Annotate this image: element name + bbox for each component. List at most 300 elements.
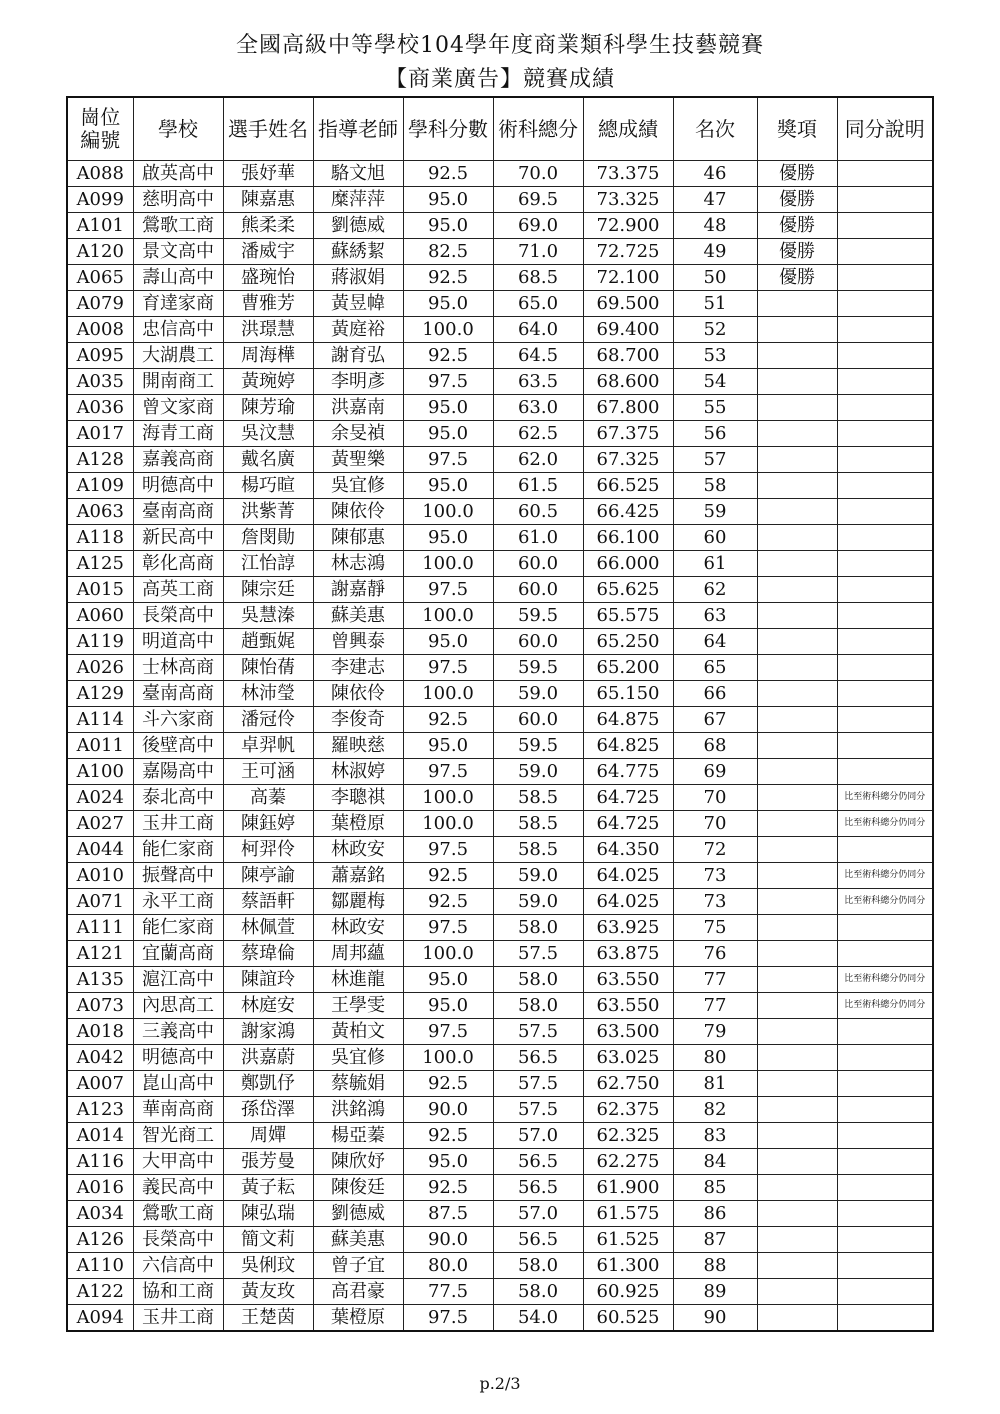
col-header-tie-note: 同分說明 bbox=[837, 97, 933, 161]
table-row bbox=[67, 1045, 933, 1071]
cell-practical-score: 57.5 bbox=[493, 1019, 583, 1045]
cell-tie-note bbox=[837, 265, 933, 291]
cell-rank: 90 bbox=[673, 1305, 757, 1332]
cell-station-id: A018 bbox=[67, 1019, 133, 1045]
cell-academic-score: 92.5 bbox=[403, 1123, 493, 1149]
cell-instructor: 陳俊廷 bbox=[313, 1175, 403, 1201]
cell-instructor: 劉德威 bbox=[313, 213, 403, 239]
cell-tie-note bbox=[837, 291, 933, 317]
cell-instructor: 曾興泰 bbox=[313, 629, 403, 655]
cell-station-id: A007 bbox=[67, 1071, 133, 1097]
cell-contestant: 詹閔勛 bbox=[223, 525, 313, 551]
table-row bbox=[67, 863, 933, 889]
cell-rank: 55 bbox=[673, 395, 757, 421]
cell-academic-score: 95.0 bbox=[403, 421, 493, 447]
cell-practical-score: 65.0 bbox=[493, 291, 583, 317]
cell-total-score: 68.600 bbox=[583, 369, 673, 395]
cell-school: 協和工商 bbox=[133, 1279, 223, 1305]
cell-contestant: 陳誼玲 bbox=[223, 967, 313, 993]
cell-station-id: A111 bbox=[67, 915, 133, 941]
cell-rank: 69 bbox=[673, 759, 757, 785]
cell-total-score: 63.550 bbox=[583, 967, 673, 993]
cell-total-score: 64.825 bbox=[583, 733, 673, 759]
cell-academic-score: 95.0 bbox=[403, 993, 493, 1019]
cell-school: 宜蘭高商 bbox=[133, 941, 223, 967]
cell-practical-score: 57.5 bbox=[493, 941, 583, 967]
cell-contestant: 曹雅芳 bbox=[223, 291, 313, 317]
cell-school: 泰北高中 bbox=[133, 785, 223, 811]
cell-tie-note bbox=[837, 343, 933, 369]
cell-practical-score: 56.5 bbox=[493, 1227, 583, 1253]
cell-school: 後壁高中 bbox=[133, 733, 223, 759]
cell-instructor: 李建志 bbox=[313, 655, 403, 681]
cell-contestant: 戴名廣 bbox=[223, 447, 313, 473]
cell-tie-note: 比至術科總分仍同分 bbox=[837, 811, 933, 837]
cell-school: 六信高中 bbox=[133, 1253, 223, 1279]
cell-practical-score: 58.0 bbox=[493, 1253, 583, 1279]
cell-total-score: 65.575 bbox=[583, 603, 673, 629]
cell-academic-score: 97.5 bbox=[403, 447, 493, 473]
cell-tie-note bbox=[837, 187, 933, 213]
col-header-total-score: 總成績 bbox=[583, 97, 673, 161]
cell-school: 嘉義高商 bbox=[133, 447, 223, 473]
table-row bbox=[67, 1019, 933, 1045]
cell-practical-score: 71.0 bbox=[493, 239, 583, 265]
cell-award bbox=[757, 1123, 837, 1149]
cell-contestant: 潘威宇 bbox=[223, 239, 313, 265]
cell-rank: 53 bbox=[673, 343, 757, 369]
cell-practical-score: 54.0 bbox=[493, 1305, 583, 1332]
cell-award bbox=[757, 1253, 837, 1279]
cell-tie-note bbox=[837, 655, 933, 681]
cell-tie-note bbox=[837, 629, 933, 655]
cell-academic-score: 95.0 bbox=[403, 967, 493, 993]
cell-station-id: A042 bbox=[67, 1045, 133, 1071]
cell-contestant: 洪紫菁 bbox=[223, 499, 313, 525]
cell-instructor: 駱文旭 bbox=[313, 161, 403, 187]
cell-school: 嘉陽高中 bbox=[133, 759, 223, 785]
cell-tie-note bbox=[837, 603, 933, 629]
table-row bbox=[67, 733, 933, 759]
cell-instructor: 林志鴻 bbox=[313, 551, 403, 577]
cell-station-id: A135 bbox=[67, 967, 133, 993]
cell-instructor: 楊亞蓁 bbox=[313, 1123, 403, 1149]
cell-instructor: 黃昱幃 bbox=[313, 291, 403, 317]
cell-rank: 70 bbox=[673, 811, 757, 837]
cell-contestant: 洪璟慧 bbox=[223, 317, 313, 343]
cell-total-score: 64.875 bbox=[583, 707, 673, 733]
table-header-row bbox=[67, 97, 933, 161]
cell-station-id: A118 bbox=[67, 525, 133, 551]
cell-academic-score: 100.0 bbox=[403, 785, 493, 811]
cell-rank: 59 bbox=[673, 499, 757, 525]
cell-station-id: A114 bbox=[67, 707, 133, 733]
cell-total-score: 62.375 bbox=[583, 1097, 673, 1123]
cell-instructor: 劉德威 bbox=[313, 1201, 403, 1227]
cell-school: 啟英高中 bbox=[133, 161, 223, 187]
cell-total-score: 67.325 bbox=[583, 447, 673, 473]
cell-academic-score: 92.5 bbox=[403, 161, 493, 187]
cell-academic-score: 92.5 bbox=[403, 863, 493, 889]
cell-contestant: 黃子耘 bbox=[223, 1175, 313, 1201]
cell-academic-score: 95.0 bbox=[403, 629, 493, 655]
cell-contestant: 周海樺 bbox=[223, 343, 313, 369]
cell-school: 臺南高商 bbox=[133, 499, 223, 525]
cell-award bbox=[757, 1097, 837, 1123]
cell-instructor: 葉橙原 bbox=[313, 811, 403, 837]
table-row bbox=[67, 941, 933, 967]
cell-total-score: 63.925 bbox=[583, 915, 673, 941]
table-row bbox=[67, 1149, 933, 1175]
cell-academic-score: 90.0 bbox=[403, 1097, 493, 1123]
cell-total-score: 63.025 bbox=[583, 1045, 673, 1071]
cell-station-id: A100 bbox=[67, 759, 133, 785]
cell-rank: 73 bbox=[673, 889, 757, 915]
table-row bbox=[67, 447, 933, 473]
cell-academic-score: 97.5 bbox=[403, 1019, 493, 1045]
cell-school: 崑山高中 bbox=[133, 1071, 223, 1097]
col-header-rank: 名次 bbox=[673, 97, 757, 161]
cell-practical-score: 59.0 bbox=[493, 681, 583, 707]
cell-rank: 62 bbox=[673, 577, 757, 603]
col-header-station-id: 崗位編號 bbox=[67, 97, 133, 161]
cell-station-id: A128 bbox=[67, 447, 133, 473]
cell-school: 斗六家商 bbox=[133, 707, 223, 733]
cell-station-id: A036 bbox=[67, 395, 133, 421]
cell-school: 鶯歌工商 bbox=[133, 213, 223, 239]
cell-rank: 64 bbox=[673, 629, 757, 655]
cell-tie-note bbox=[837, 213, 933, 239]
cell-instructor: 周邦蘊 bbox=[313, 941, 403, 967]
table-row bbox=[67, 343, 933, 369]
table-row bbox=[67, 707, 933, 733]
cell-contestant: 林佩萱 bbox=[223, 915, 313, 941]
cell-instructor: 王學雯 bbox=[313, 993, 403, 1019]
cell-total-score: 64.025 bbox=[583, 889, 673, 915]
cell-instructor: 黃柏文 bbox=[313, 1019, 403, 1045]
cell-instructor: 李明彥 bbox=[313, 369, 403, 395]
cell-total-score: 64.025 bbox=[583, 863, 673, 889]
cell-rank: 89 bbox=[673, 1279, 757, 1305]
cell-academic-score: 80.0 bbox=[403, 1253, 493, 1279]
cell-award bbox=[757, 733, 837, 759]
cell-school: 明德高中 bbox=[133, 473, 223, 499]
cell-tie-note bbox=[837, 473, 933, 499]
cell-award bbox=[757, 707, 837, 733]
cell-station-id: A116 bbox=[67, 1149, 133, 1175]
cell-station-id: A095 bbox=[67, 343, 133, 369]
cell-station-id: A121 bbox=[67, 941, 133, 967]
cell-practical-score: 64.5 bbox=[493, 343, 583, 369]
cell-award bbox=[757, 759, 837, 785]
cell-contestant: 熊柔柔 bbox=[223, 213, 313, 239]
cell-academic-score: 95.0 bbox=[403, 395, 493, 421]
cell-school: 海青工商 bbox=[133, 421, 223, 447]
cell-tie-note bbox=[837, 369, 933, 395]
cell-contestant: 謝家鴻 bbox=[223, 1019, 313, 1045]
cell-award bbox=[757, 369, 837, 395]
cell-tie-note bbox=[837, 395, 933, 421]
cell-rank: 73 bbox=[673, 863, 757, 889]
cell-academic-score: 97.5 bbox=[403, 655, 493, 681]
cell-station-id: A088 bbox=[67, 161, 133, 187]
cell-practical-score: 59.0 bbox=[493, 889, 583, 915]
cell-school: 慈明高中 bbox=[133, 187, 223, 213]
cell-practical-score: 58.0 bbox=[493, 993, 583, 1019]
cell-rank: 60 bbox=[673, 525, 757, 551]
cell-practical-score: 60.0 bbox=[493, 707, 583, 733]
cell-total-score: 65.250 bbox=[583, 629, 673, 655]
cell-total-score: 72.100 bbox=[583, 265, 673, 291]
cell-total-score: 65.200 bbox=[583, 655, 673, 681]
cell-instructor: 林政安 bbox=[313, 837, 403, 863]
cell-total-score: 72.725 bbox=[583, 239, 673, 265]
cell-practical-score: 56.5 bbox=[493, 1045, 583, 1071]
cell-total-score: 62.275 bbox=[583, 1149, 673, 1175]
cell-rank: 65 bbox=[673, 655, 757, 681]
cell-instructor: 蘇美惠 bbox=[313, 603, 403, 629]
table-row bbox=[67, 473, 933, 499]
cell-contestant: 柯羿伶 bbox=[223, 837, 313, 863]
cell-station-id: A026 bbox=[67, 655, 133, 681]
cell-practical-score: 64.0 bbox=[493, 317, 583, 343]
table-row bbox=[67, 525, 933, 551]
cell-total-score: 63.500 bbox=[583, 1019, 673, 1045]
cell-contestant: 林庭安 bbox=[223, 993, 313, 1019]
cell-tie-note bbox=[837, 1279, 933, 1305]
cell-tie-note bbox=[837, 681, 933, 707]
cell-instructor: 蕭嘉銘 bbox=[313, 863, 403, 889]
cell-total-score: 65.150 bbox=[583, 681, 673, 707]
cell-instructor: 陳郁惠 bbox=[313, 525, 403, 551]
table-row bbox=[67, 915, 933, 941]
cell-school: 大甲高中 bbox=[133, 1149, 223, 1175]
cell-academic-score: 95.0 bbox=[403, 733, 493, 759]
document-subtitle: 【商業廣告】競賽成績 bbox=[384, 67, 615, 92]
cell-award bbox=[757, 447, 837, 473]
cell-station-id: A035 bbox=[67, 369, 133, 395]
cell-tie-note bbox=[837, 941, 933, 967]
cell-instructor: 林進龍 bbox=[313, 967, 403, 993]
cell-rank: 52 bbox=[673, 317, 757, 343]
cell-instructor: 洪嘉南 bbox=[313, 395, 403, 421]
cell-practical-score: 57.0 bbox=[493, 1201, 583, 1227]
cell-total-score: 65.625 bbox=[583, 577, 673, 603]
cell-school: 景文高中 bbox=[133, 239, 223, 265]
cell-practical-score: 57.0 bbox=[493, 1123, 583, 1149]
cell-station-id: A027 bbox=[67, 811, 133, 837]
cell-contestant: 吳慧溱 bbox=[223, 603, 313, 629]
cell-school: 振聲高中 bbox=[133, 863, 223, 889]
cell-academic-score: 92.5 bbox=[403, 1175, 493, 1201]
cell-practical-score: 59.0 bbox=[493, 863, 583, 889]
cell-rank: 63 bbox=[673, 603, 757, 629]
cell-rank: 54 bbox=[673, 369, 757, 395]
cell-award bbox=[757, 889, 837, 915]
cell-tie-note: 比至術科總分仍同分 bbox=[837, 785, 933, 811]
cell-station-id: A034 bbox=[67, 1201, 133, 1227]
cell-award: 優勝 bbox=[757, 161, 837, 187]
table-row bbox=[67, 1305, 933, 1332]
cell-contestant: 張芳曼 bbox=[223, 1149, 313, 1175]
cell-award bbox=[757, 1305, 837, 1332]
cell-award bbox=[757, 655, 837, 681]
cell-contestant: 孫岱澤 bbox=[223, 1097, 313, 1123]
cell-academic-score: 100.0 bbox=[403, 499, 493, 525]
cell-tie-note bbox=[837, 1305, 933, 1332]
cell-award bbox=[757, 1045, 837, 1071]
cell-award bbox=[757, 343, 837, 369]
cell-tie-note bbox=[837, 707, 933, 733]
col-header-practical-score: 術科總分 bbox=[493, 97, 583, 161]
cell-academic-score: 100.0 bbox=[403, 811, 493, 837]
cell-academic-score: 95.0 bbox=[403, 1149, 493, 1175]
cell-school: 能仁家商 bbox=[133, 915, 223, 941]
cell-school: 高英工商 bbox=[133, 577, 223, 603]
table-row bbox=[67, 837, 933, 863]
cell-award: 優勝 bbox=[757, 265, 837, 291]
table-row bbox=[67, 1123, 933, 1149]
cell-contestant: 蔡語軒 bbox=[223, 889, 313, 915]
cell-tie-note bbox=[837, 1123, 933, 1149]
cell-station-id: A119 bbox=[67, 629, 133, 655]
cell-academic-score: 95.0 bbox=[403, 291, 493, 317]
cell-contestant: 林沛瑩 bbox=[223, 681, 313, 707]
cell-station-id: A024 bbox=[67, 785, 133, 811]
cell-instructor: 蘇美惠 bbox=[313, 1227, 403, 1253]
cell-tie-note bbox=[837, 1149, 933, 1175]
cell-award bbox=[757, 1227, 837, 1253]
cell-contestant: 王楚茵 bbox=[223, 1305, 313, 1332]
cell-instructor: 李聰祺 bbox=[313, 785, 403, 811]
cell-instructor: 葉橙原 bbox=[313, 1305, 403, 1332]
cell-instructor: 糜萍萍 bbox=[313, 187, 403, 213]
table-row bbox=[67, 967, 933, 993]
cell-rank: 48 bbox=[673, 213, 757, 239]
col-header-academic-score: 學科分數 bbox=[403, 97, 493, 161]
cell-practical-score: 57.5 bbox=[493, 1071, 583, 1097]
cell-contestant: 潘冠伶 bbox=[223, 707, 313, 733]
cell-practical-score: 58.5 bbox=[493, 811, 583, 837]
cell-practical-score: 58.0 bbox=[493, 915, 583, 941]
col-header-instructor: 指導老師 bbox=[313, 97, 403, 161]
cell-rank: 81 bbox=[673, 1071, 757, 1097]
cell-academic-score: 92.5 bbox=[403, 1071, 493, 1097]
cell-academic-score: 97.5 bbox=[403, 837, 493, 863]
cell-rank: 49 bbox=[673, 239, 757, 265]
col-header-contestant: 選手姓名 bbox=[223, 97, 313, 161]
cell-rank: 85 bbox=[673, 1175, 757, 1201]
cell-school: 玉井工商 bbox=[133, 1305, 223, 1332]
cell-academic-score: 92.5 bbox=[403, 343, 493, 369]
cell-contestant: 陳怡蒨 bbox=[223, 655, 313, 681]
cell-total-score: 60.925 bbox=[583, 1279, 673, 1305]
cell-rank: 77 bbox=[673, 967, 757, 993]
cell-instructor: 蔣淑娟 bbox=[313, 265, 403, 291]
cell-academic-score: 95.0 bbox=[403, 213, 493, 239]
cell-contestant: 陳嘉惠 bbox=[223, 187, 313, 213]
cell-award bbox=[757, 681, 837, 707]
cell-rank: 67 bbox=[673, 707, 757, 733]
cell-award bbox=[757, 291, 837, 317]
cell-instructor: 李俊奇 bbox=[313, 707, 403, 733]
cell-school: 長榮高中 bbox=[133, 603, 223, 629]
cell-tie-note bbox=[837, 161, 933, 187]
cell-contestant: 楊巧暄 bbox=[223, 473, 313, 499]
cell-station-id: A073 bbox=[67, 993, 133, 1019]
cell-contestant: 陳鈺婷 bbox=[223, 811, 313, 837]
cell-instructor: 吳宜修 bbox=[313, 1045, 403, 1071]
cell-tie-note bbox=[837, 1253, 933, 1279]
cell-instructor: 洪銘鴻 bbox=[313, 1097, 403, 1123]
cell-instructor: 曾子宜 bbox=[313, 1253, 403, 1279]
cell-total-score: 72.900 bbox=[583, 213, 673, 239]
cell-rank: 70 bbox=[673, 785, 757, 811]
table-row bbox=[67, 551, 933, 577]
cell-total-score: 61.300 bbox=[583, 1253, 673, 1279]
cell-contestant: 卓羿帆 bbox=[223, 733, 313, 759]
cell-practical-score: 56.5 bbox=[493, 1149, 583, 1175]
cell-contestant: 鄭凱伃 bbox=[223, 1071, 313, 1097]
cell-instructor: 謝嘉靜 bbox=[313, 577, 403, 603]
cell-award bbox=[757, 1071, 837, 1097]
cell-contestant: 陳宗廷 bbox=[223, 577, 313, 603]
cell-station-id: A101 bbox=[67, 213, 133, 239]
cell-contestant: 吳汶慧 bbox=[223, 421, 313, 447]
cell-school: 開南商工 bbox=[133, 369, 223, 395]
cell-tie-note: 比至術科總分仍同分 bbox=[837, 993, 933, 1019]
cell-total-score: 66.100 bbox=[583, 525, 673, 551]
cell-school: 明道高中 bbox=[133, 629, 223, 655]
cell-station-id: A017 bbox=[67, 421, 133, 447]
cell-contestant: 高蓁 bbox=[223, 785, 313, 811]
cell-contestant: 盛琬怡 bbox=[223, 265, 313, 291]
cell-practical-score: 57.5 bbox=[493, 1097, 583, 1123]
cell-rank: 80 bbox=[673, 1045, 757, 1071]
cell-academic-score: 95.0 bbox=[403, 187, 493, 213]
cell-instructor: 謝育弘 bbox=[313, 343, 403, 369]
cell-practical-score: 60.0 bbox=[493, 551, 583, 577]
cell-tie-note bbox=[837, 1201, 933, 1227]
cell-tie-note bbox=[837, 317, 933, 343]
table-row bbox=[67, 655, 933, 681]
cell-instructor: 羅映慈 bbox=[313, 733, 403, 759]
cell-tie-note bbox=[837, 1097, 933, 1123]
cell-total-score: 68.700 bbox=[583, 343, 673, 369]
cell-tie-note bbox=[837, 577, 933, 603]
cell-academic-score: 87.5 bbox=[403, 1201, 493, 1227]
cell-tie-note bbox=[837, 421, 933, 447]
table-row bbox=[67, 187, 933, 213]
cell-rank: 84 bbox=[673, 1149, 757, 1175]
cell-rank: 58 bbox=[673, 473, 757, 499]
cell-instructor: 陳依伶 bbox=[313, 499, 403, 525]
document-title: 全國高級中等學校104學年度商業類科學生技藝競賽 bbox=[236, 33, 764, 58]
table-row bbox=[67, 369, 933, 395]
cell-total-score: 73.375 bbox=[583, 161, 673, 187]
cell-rank: 56 bbox=[673, 421, 757, 447]
table-row bbox=[67, 889, 933, 915]
cell-rank: 68 bbox=[673, 733, 757, 759]
cell-station-id: A120 bbox=[67, 239, 133, 265]
cell-award bbox=[757, 967, 837, 993]
cell-academic-score: 100.0 bbox=[403, 317, 493, 343]
cell-award bbox=[757, 811, 837, 837]
cell-practical-score: 59.5 bbox=[493, 733, 583, 759]
cell-practical-score: 60.5 bbox=[493, 499, 583, 525]
cell-academic-score: 92.5 bbox=[403, 889, 493, 915]
cell-practical-score: 62.0 bbox=[493, 447, 583, 473]
